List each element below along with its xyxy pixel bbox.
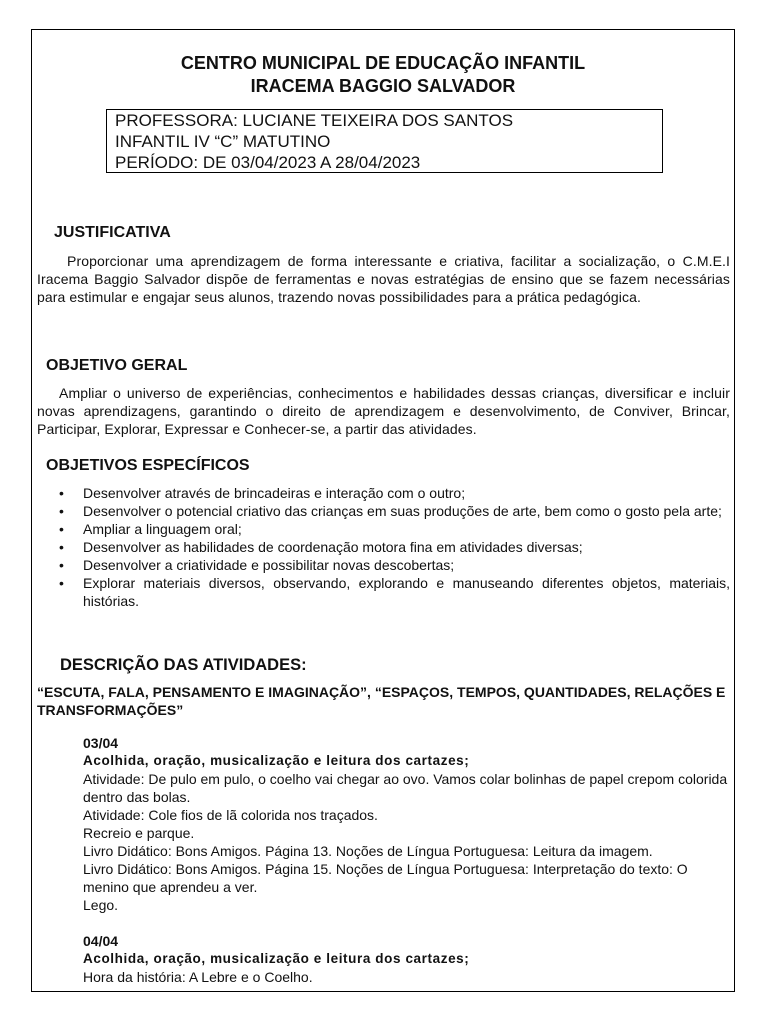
activity-line: Livro Didático: Bons Amigos. Página 13. Noções de Língua Portuguesa: Leitura da imagem. (83, 843, 653, 859)
justificativa-text: Proporcionar uma aprendizagem de forma interessante e criativa, facilitar a socialização, o C.M.E.I Iracema Baggio Salvador dispõe de ferramentas e novas estratégias de ensino que se fazem necessárias para estimular e engajar seus alunos, trazendo novas possibilidades para a prática pedagógica. (37, 253, 730, 305)
activity-line: Livro Didático: Bons Amigos. Página 15. Noções de Língua Portuguesa: Interpretação do texto: O menino que aprendeu a ver. (83, 861, 688, 895)
list-item-text: Explorar materiais diversos, observando, explorando e manuseando diferentes objetos, materiais, histórias. (83, 575, 730, 609)
list-item (37, 556, 730, 574)
bullet-icon: • (59, 521, 64, 537)
day-entry (83, 734, 728, 914)
day-routine: Acolhida, oração, musicalização e leitura dos cartazes; (83, 951, 470, 966)
activity-line: Atividade: Cole fios de lã colorida nos traçados. (83, 807, 378, 823)
objetivos-especificos-heading: OBJETIVOS ESPECÍFICOS (46, 457, 250, 474)
info-box (106, 109, 663, 173)
themes-text: “ESCUTA, FALA, PENSAMENTO E IMAGINAÇÃO”, “ESPAÇOS, TEMPOS, QUANTIDADES, RELAÇÕES E TRANSFORMAÇÕES” (37, 684, 726, 718)
list-item-text: Desenvolver o potencial criativo das crianças em suas produções de arte, bem como o gosto pela arte; (83, 503, 722, 519)
justificativa-heading: JUSTIFICATIVA (54, 224, 171, 241)
class-name: INFANTIL IV “C” MATUTINO (115, 132, 331, 151)
list-item (37, 502, 730, 520)
activity-line: Hora da história: A Lebre e o Coelho. (83, 969, 313, 985)
list-item-text: Desenvolver as habilidades de coordenação motora fina em atividades diversas; (83, 539, 583, 555)
list-item-text: Desenvolver a criatividade e possibilitar novas descobertas; (83, 557, 455, 573)
list-item-text: Desenvolver através de brincadeiras e interação com o outro; (83, 485, 466, 501)
bullet-icon: • (59, 557, 64, 573)
list-item (37, 538, 730, 556)
objetivo-geral-heading: OBJETIVO GERAL (46, 357, 188, 374)
period: PERÍODO: DE 03/04/2023 A 28/04/2023 (115, 153, 421, 172)
school-title-line2: IRACEMA BAGGIO SALVADOR (250, 76, 516, 96)
school-title-line1: CENTRO MUNICIPAL DE EDUCAÇÃO INFANTIL (180, 53, 586, 73)
bullet-icon: • (59, 539, 64, 555)
activity-line: Lego. (83, 897, 119, 913)
day-date: 04/04 (83, 933, 119, 949)
activity-line: Atividade: De pulo em pulo, o coelho vai chegar ao ovo. Vamos colar bolinhas de papel crepom colorida dentro das bolas. (83, 771, 728, 805)
day-routine: Acolhida, oração, musicalização e leitura dos cartazes; (83, 753, 470, 768)
list-item-text: Ampliar a linguagem oral; (83, 521, 242, 537)
bullet-icon: • (59, 503, 64, 519)
bullet-icon: • (59, 575, 64, 591)
day-date: 03/04 (83, 735, 119, 751)
day-entry (83, 932, 728, 986)
list-item (37, 520, 730, 538)
descricao-heading: DESCRIÇÃO DAS ATIVIDADES: (60, 656, 307, 674)
list-item (37, 574, 730, 610)
activity-line: Recreio e parque. (83, 825, 195, 841)
objetivos-list (37, 484, 730, 610)
list-item (37, 484, 730, 502)
teacher-name: PROFESSORA: LUCIANE TEIXEIRA DOS SANTOS (115, 111, 514, 130)
bullet-icon: • (59, 485, 64, 501)
objetivo-geral-text: Ampliar o universo de experiências, conhecimentos e habilidades dessas crianças, diversificar e incluir novas aprendizagens, garantindo o direito de aprendizagem e desenvolvimento, de Conviver, Brincar, Participar, Explorar, Expressar e Conhecer-se, a partir das atividades. (37, 385, 730, 437)
